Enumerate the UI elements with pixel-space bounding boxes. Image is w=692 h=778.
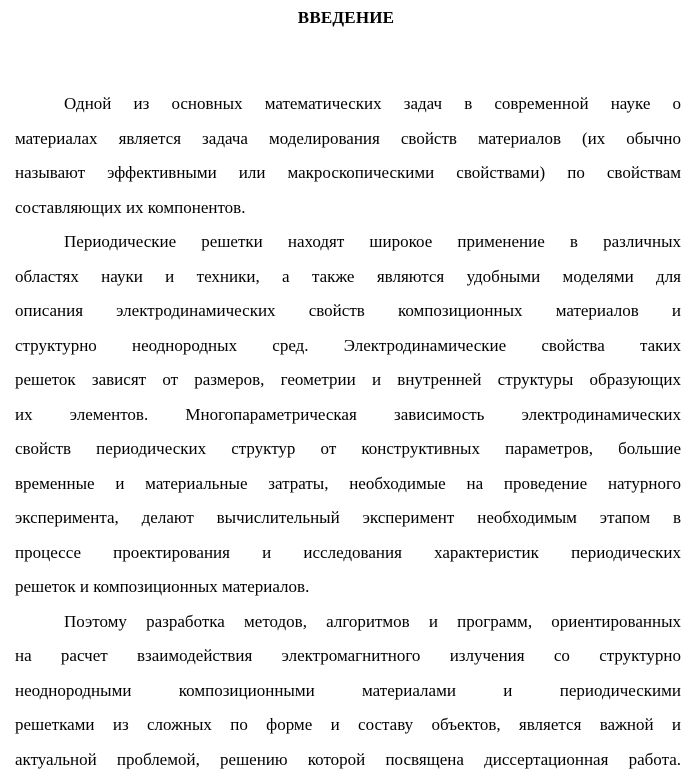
paragraph-2-line-2: областях науки и техники, а также являются удобными моделями для bbox=[15, 267, 681, 286]
paragraph-2-line-11: решеток и композиционных материалов. bbox=[15, 577, 310, 596]
paragraph-2-line-6: их элементов. Многопараметрическая зависимость электродинамических bbox=[15, 405, 681, 424]
paragraph-2-line-1: Периодические решетки находят широкое применение в различных bbox=[64, 232, 681, 251]
paragraph-3-line-2: на расчет взаимодействия электромагнитного излучения со структурно bbox=[15, 646, 681, 665]
paragraph-3-line-1: Поэтому разработка методов, алгоритмов и программ, ориентированных bbox=[64, 612, 681, 631]
paragraph-1-line-1: Одной из основных математических задач в современной науке о bbox=[64, 94, 681, 113]
paragraph-2-line-3: описания электродинамических свойств композиционных материалов и bbox=[15, 301, 681, 320]
paragraph-1-line-4: составляющих их компонентов. bbox=[15, 198, 246, 217]
paragraph-2-line-5: решеток зависят от размеров, геометрии и внутренней структуры образующих bbox=[15, 370, 681, 389]
paragraph-3-line-3: неоднородными композиционными материалами и периодическими bbox=[15, 681, 681, 700]
paragraph-3-line-5: актуальной проблемой, решению которой посвящена диссертационная работа. bbox=[15, 750, 681, 769]
paragraph-1-line-2: материалах является задача моделирования свойств материалов (их обычно bbox=[15, 129, 681, 148]
paragraph-2-line-8: временные и материальные затраты, необходимые на проведение натурного bbox=[15, 474, 681, 493]
paragraph-2-line-10: процессе проектирования и исследования характеристик периодических bbox=[15, 543, 681, 562]
paragraph-1-line-3: называют эффективными или макроскопическими свойствами) по свойствам bbox=[15, 163, 681, 182]
paragraph-2-line-7: свойств периодических структур от конструктивных параметров, большие bbox=[15, 439, 681, 458]
paragraph-2-line-9: эксперимента, делают вычислительный эксперимент необходимым этапом в bbox=[15, 508, 681, 527]
paragraph-2-line-4: структурно неоднородных сред. Электродинамические свойства таких bbox=[15, 336, 681, 355]
page-title: ВВЕДЕНИЕ bbox=[297, 8, 395, 27]
paragraph-3-line-4: решетками из сложных по форме и составу объектов, является важной и bbox=[15, 715, 681, 734]
